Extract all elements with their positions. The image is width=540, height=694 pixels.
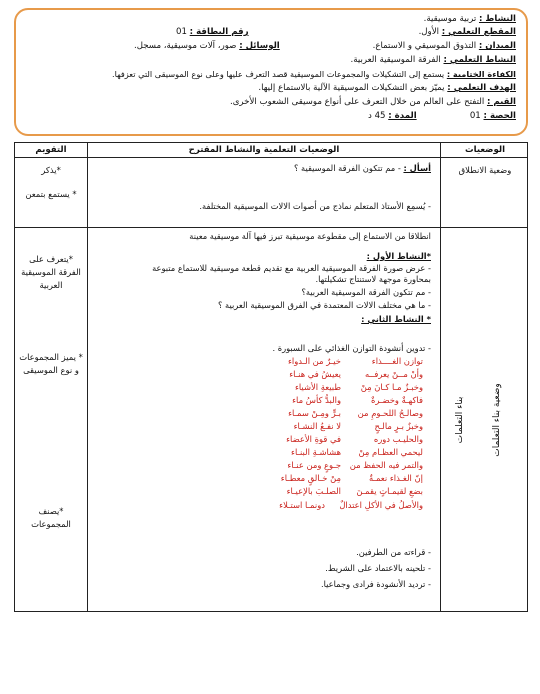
values-row	[230, 97, 516, 108]
session-row	[470, 111, 516, 122]
row-divider	[15, 227, 527, 228]
after-line-2: - تلحينه بالاعتماد على الشريط.	[325, 563, 431, 573]
poem-verse-first-half: والتمر فيه الحفظ من	[349, 460, 423, 470]
section-row	[419, 27, 516, 38]
card-number	[176, 27, 249, 38]
activity1-line-3: - مم تتكون الفرقة الموسيقية العربية؟	[301, 287, 431, 297]
poem-verse-first-half: وخبـزٌ مـا كـانَ مِنْ	[360, 382, 423, 392]
poem-verse-second-half: طبيعةِ الأشياء	[294, 382, 341, 392]
poem-verse-first-half: فاكهـةٌ وخضـرةٌ	[371, 395, 423, 405]
eval-mention: *يذكر	[41, 165, 61, 175]
poem-verse-second-half: لا نفـعُ النشـاء	[293, 421, 341, 431]
poem-verse-second-half: دونمـا استـلاء	[279, 500, 325, 510]
poem-verse-second-half: في قوةِ الأعضاء	[286, 434, 341, 444]
activity2-intro: - تدوين أنشودة التوازن الغذائي على السبورة .	[272, 343, 431, 353]
poem-verse-first-half: بضعِ لقيمـاتٍ يقمـنَ	[356, 486, 423, 496]
poem-verse-first-half: وأنْ مــنْ يعرفــه	[364, 369, 423, 379]
duration-label: المدة :	[388, 111, 417, 121]
poem-verse-first-half: وخبزٌ بـرٍ مالـحٍ	[374, 421, 423, 431]
learning-activity-label: النشاط التعلمي :	[443, 55, 516, 65]
poem-verse-second-half: يعيشُ في هنـاء	[289, 369, 341, 379]
eval-listen: * يستمع بتمعن	[25, 189, 77, 199]
after-line-1: - قراءته من الطرفين.	[356, 547, 431, 557]
poem-verse-second-half: هشاشـةِ البنـاء	[291, 447, 341, 457]
section-value: الأول.	[418, 27, 439, 37]
eval-classify: *يصنف المجموعات	[31, 506, 71, 529]
tools	[134, 41, 280, 52]
final-competence-label: الكفاءة الختامية :	[446, 69, 516, 79]
activity-label: النشاط :	[478, 14, 516, 24]
poem-verse-second-half: مِنْ خـالقٍ معطـاء	[280, 473, 341, 483]
activity-row	[424, 14, 516, 25]
activity2-label: * النشاط الثاني :	[361, 314, 431, 324]
duration-value: 45 د	[368, 111, 386, 121]
poem-verse-first-half: وصالـحُ اللحـومِ من	[357, 408, 423, 418]
learning-activity-row	[351, 55, 516, 66]
col-header-activities: الوضعيات التعلمية والنشاط المقترح	[188, 145, 340, 155]
field-value: التذوق الموسيقي و الاستماع.	[372, 41, 477, 51]
poem-verse-first-half: إنّ الغـذاء نعمـةٌ	[369, 473, 423, 483]
poem-verse-second-half: جـوعٍ ومن عنـاء	[287, 460, 341, 470]
tools-label: الوسائل :	[239, 41, 280, 51]
poem-verse-first-half: ليحمي العظـام مِنْ	[358, 447, 423, 457]
poem-verse-first-half: توازن الغــــذاء	[371, 356, 423, 366]
header-divider	[15, 157, 527, 158]
tools-value: صور، آلات موسيقية، مسجل.	[134, 41, 237, 51]
intro-line: انطلاقا من الاستماع إلى مقطوعة موسيقية تبرز فيها آلة موسيقية معينة	[189, 231, 431, 241]
divider-situations	[440, 143, 441, 611]
final-competence-value: يستمع إلى التشكيلات والمجموعات الموسيقية قصد التعرف عليها وعلى نوع الموسيقى التي تعزفها.	[112, 69, 445, 79]
poem-verse-second-half: خيـرٌ من الـدواء	[287, 356, 341, 366]
learning-goal-label: الهدف التعلمي :	[447, 83, 516, 93]
subsituation-vertical: بناء التعلمات	[455, 396, 465, 444]
question-label: أسأل :	[403, 163, 431, 173]
situation-build-vertical: وضعية بناء التعلمات	[492, 383, 502, 457]
eval-recognize: *يتعرف على الفرقة الموسيقية العربية	[21, 254, 81, 290]
learning-goal-value: يميّز بعض التشكيلات الموسيقية الآلية بالاستماع إليها.	[258, 83, 445, 93]
poem-verse-first-half: والحليـب دوره	[373, 434, 423, 444]
after-line-3: - ترديد الأنشودة فرادى وجماعيا.	[321, 579, 431, 589]
final-competence-row	[112, 69, 516, 80]
values-value: التفتح على العالم من خلال التعرف على أنواع موسيقى الشعوب الأخرى.	[229, 97, 485, 107]
section-label: المقطع التعلمي :	[441, 27, 516, 37]
values-label: القيم :	[486, 97, 516, 107]
col-header-situations: الوضعيات	[464, 145, 506, 155]
question-text: - مم تتكون الفرقة الموسيقية ؟	[293, 163, 401, 173]
field-row	[373, 41, 516, 52]
activity1-line-2: بمحاورة موجهة لاستنتاج تشكيلتها.	[315, 274, 431, 284]
divider-evaluation	[87, 143, 88, 611]
card-number-label: رقم البطاقة :	[189, 27, 249, 37]
eval-distinguish: * يميز المجموعات و نوع الموسيقى	[19, 352, 83, 375]
field-label: الميدان :	[478, 41, 516, 51]
activity1-line-1: - عرض صورة الفرقة الموسيقية العربية مع تقديم قطعة موسيقية للاستماع متبوعة	[152, 263, 431, 273]
learning-activity-value: الفرقة الموسيقية العربية.	[350, 55, 441, 65]
card-number-value: 01	[176, 27, 187, 37]
poem-verse-first-half: والأصلُ في الأكلِ اعتدالٌ	[339, 500, 423, 510]
poem-verse-second-half: بـرٍّ ومِـنْ سمـاء	[288, 408, 341, 418]
activity-value: تربية موسيقية.	[423, 14, 477, 24]
question-line	[294, 163, 431, 174]
activity1-line-4: - ما هي مختلف الالات المعتمدة في الفرق الموسيقية العربية ؟	[217, 300, 431, 310]
listen-line: - يُسمِع الأستاذ المتعلم نماذج من أصوات الالات الموسيقية المختلفة.	[199, 201, 431, 211]
lesson-header-card	[14, 8, 528, 136]
learning-goal-row	[258, 83, 516, 94]
duration	[368, 111, 417, 122]
activity1-label: *النشاط الأول :	[366, 251, 431, 261]
col-header-evaluation: التقويم	[35, 145, 67, 155]
lesson-table	[14, 142, 528, 612]
session-label: الحصة :	[483, 111, 516, 121]
poem-verse-second-half: والبدُّ كأسُ ماء	[292, 395, 341, 405]
situation-start: وضعية الانطلاق	[458, 165, 512, 175]
session-value: 01	[469, 111, 481, 121]
poem-verse-second-half: الصلـبَ بالإعيـاء	[286, 486, 341, 496]
